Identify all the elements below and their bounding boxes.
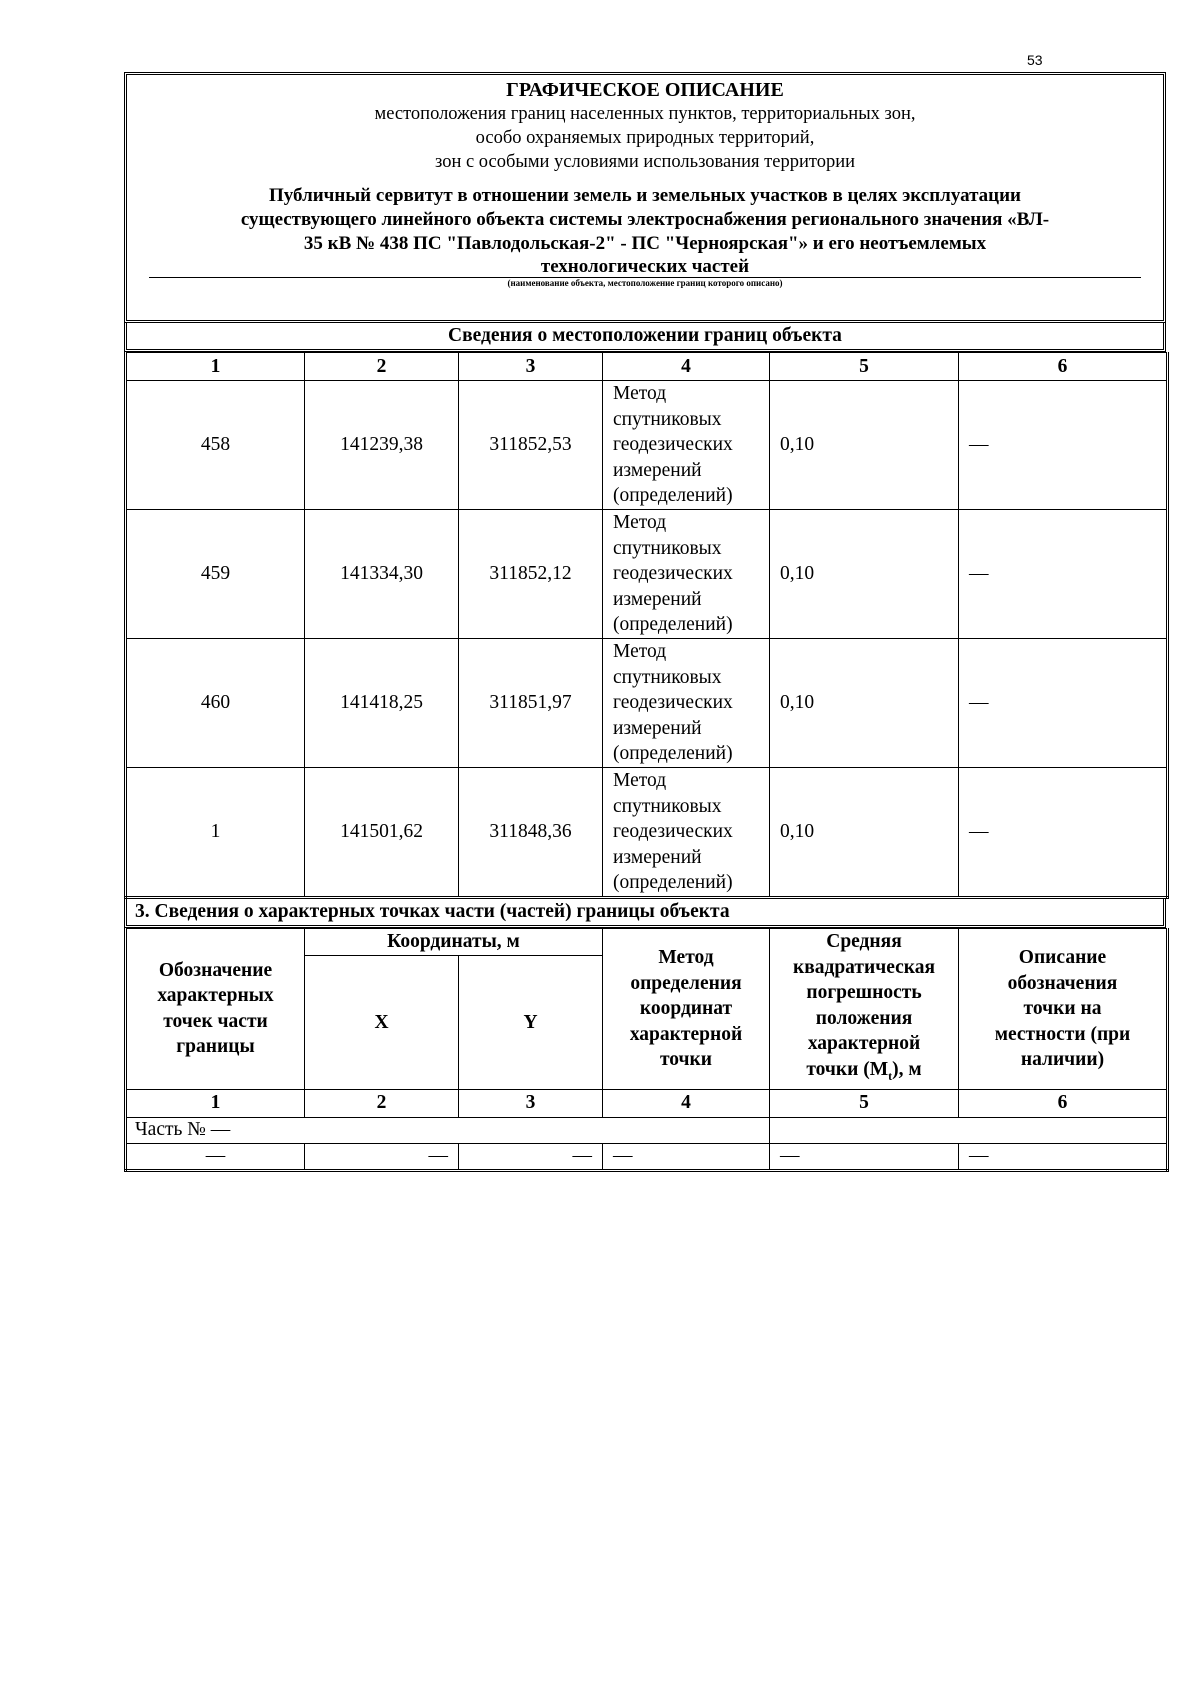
method-line: спутниковых <box>613 666 722 688</box>
parts-table <box>124 928 1169 1172</box>
method-line: спутниковых <box>613 537 722 559</box>
header-line: Метод <box>658 947 714 969</box>
table-row <box>126 639 1168 768</box>
method-line: Метод <box>613 641 667 663</box>
header-text: ), м <box>892 1058 922 1080</box>
coordinate-y: 311851,97 <box>459 639 603 768</box>
column-number: 5 <box>770 353 959 381</box>
method-cell <box>603 381 770 510</box>
document-title: ГРАФИЧЕСКОЕ ОПИСАНИЕ <box>506 79 784 101</box>
point-description: — <box>959 510 1168 639</box>
method-header <box>603 929 770 1090</box>
object-name <box>127 184 1163 277</box>
coordinate-x: 141334,30 <box>305 510 459 639</box>
error-value: 0,10 <box>770 381 959 510</box>
location-section-caption: Сведения о местоположении границ объекта <box>124 323 1166 352</box>
header-line: квадратическая <box>792 956 936 978</box>
column-numbers-row <box>126 353 1168 381</box>
object-name-line: технологических частей <box>540 256 750 277</box>
header-line: характерной <box>629 1023 743 1045</box>
document-subtitle-line: особо охраняемых природных территорий, <box>475 128 815 148</box>
parts-section-caption: 3. Сведения о характерных точках части (частей) границы объекта <box>124 899 1166 928</box>
header-line: координат <box>639 998 733 1020</box>
error-value: 0,10 <box>770 768 959 898</box>
method-line: измерений <box>613 717 702 739</box>
point-number: 459 <box>126 510 305 639</box>
header-line: границы <box>176 1036 255 1058</box>
y-header: Y <box>459 956 603 1090</box>
point-number: 460 <box>126 639 305 768</box>
header-line: местности (при <box>994 1023 1131 1045</box>
empty-value: — <box>305 1143 459 1170</box>
method-line: геодезических <box>613 692 733 714</box>
table-row <box>126 510 1168 639</box>
header-row <box>126 929 1168 956</box>
method-cell <box>603 639 770 768</box>
method-line: спутниковых <box>613 408 722 430</box>
point-description: — <box>959 639 1168 768</box>
header-line: точки <box>659 1049 713 1071</box>
table-row <box>126 768 1168 898</box>
empty-value: — <box>959 1143 1168 1170</box>
document-subtitle-line: зон с особыми условиями использования территории <box>435 152 855 172</box>
header-line <box>770 1057 958 1089</box>
column-number: 2 <box>305 1089 459 1117</box>
empty-value: — <box>770 1143 959 1170</box>
column-number: 1 <box>126 1089 305 1117</box>
header-line: точки на <box>1023 998 1102 1020</box>
column-number: 3 <box>459 353 603 381</box>
error-value: 0,10 <box>770 510 959 639</box>
header-line: обозначения <box>1007 972 1118 994</box>
empty-value: — <box>459 1143 603 1170</box>
part-row <box>126 1117 1168 1143</box>
point-number: 458 <box>126 381 305 510</box>
page-number: 53 <box>1027 52 1043 68</box>
point-description: — <box>959 381 1168 510</box>
method-line: Метод <box>613 383 667 405</box>
header-line: Обозначение <box>158 959 273 981</box>
part-empty-cell <box>770 1117 1168 1143</box>
method-line: геодезических <box>613 563 733 585</box>
column-number: 4 <box>603 1089 770 1117</box>
coordinate-x: 141501,62 <box>305 768 459 898</box>
method-line: спутниковых <box>613 795 722 817</box>
part-label: Часть № — <box>126 1117 770 1143</box>
column-number: 3 <box>459 1089 603 1117</box>
header-line: определения <box>630 972 742 994</box>
coordinate-x: 141239,38 <box>305 381 459 510</box>
header-line: характерной <box>807 1033 921 1054</box>
column-number: 4 <box>603 353 770 381</box>
description-header <box>959 929 1168 1090</box>
coordinate-y: 311852,53 <box>459 381 603 510</box>
column-number: 2 <box>305 353 459 381</box>
method-line: Метод <box>613 512 667 534</box>
column-numbers-row <box>126 1089 1168 1117</box>
header-line: положения <box>815 1007 913 1029</box>
column-number: 6 <box>959 1089 1168 1117</box>
header-line: Средняя <box>826 931 902 952</box>
coordinate-y: 311852,12 <box>459 510 603 639</box>
table-row <box>126 381 1168 510</box>
subscript: t <box>888 1068 893 1083</box>
x-header: X <box>305 956 459 1090</box>
column-number: 6 <box>959 353 1168 381</box>
empty-value: — <box>126 1143 305 1170</box>
point-number: 1 <box>126 768 305 898</box>
method-cell <box>603 510 770 639</box>
method-cell <box>603 768 770 898</box>
header-line: характерных <box>157 985 274 1007</box>
coordinates-header: Координаты, м <box>305 929 603 956</box>
error-header <box>770 929 959 1090</box>
method-line: (определений) <box>613 872 733 894</box>
header-line: погрешность <box>806 982 922 1003</box>
header-line: наличии) <box>1020 1049 1105 1071</box>
table-row <box>126 1143 1168 1170</box>
graphic-description-document <box>124 72 1166 1172</box>
column-number: 5 <box>770 1089 959 1117</box>
method-line: Метод <box>613 770 667 792</box>
object-name-line: Публичный сервитут в отношении земель и земельных участков в целях эксплуатации <box>269 185 1021 206</box>
designation-header <box>126 929 305 1090</box>
column-number: 1 <box>126 353 305 381</box>
method-line: измерений <box>613 588 702 610</box>
method-line: (определений) <box>613 485 733 507</box>
header-line: Описание <box>1018 947 1107 969</box>
coordinate-y: 311848,36 <box>459 768 603 898</box>
error-value: 0,10 <box>770 639 959 768</box>
object-name-line: 35 кВ № 438 ПС "Павлодольская-2" - ПС "Черноярская"» и его неотъемлемых <box>303 233 987 254</box>
document-subtitle-line: местоположения границ населенных пунктов, территориальных зон, <box>374 104 916 124</box>
document-header <box>124 72 1166 323</box>
point-description: — <box>959 768 1168 898</box>
method-line: (определений) <box>613 614 733 636</box>
method-line: геодезических <box>613 434 733 456</box>
location-table <box>124 352 1169 899</box>
method-line: измерений <box>613 846 702 868</box>
method-line: геодезических <box>613 821 733 843</box>
object-name-note: (наименование объекта, местоположение границ которого описано) <box>507 278 783 288</box>
method-line: (определений) <box>613 743 733 765</box>
header-text: точки (M <box>806 1058 889 1080</box>
header-line: точек части <box>163 1010 268 1032</box>
method-line: измерений <box>613 459 702 481</box>
empty-value: — <box>603 1143 770 1170</box>
coordinate-x: 141418,25 <box>305 639 459 768</box>
object-name-line: существующего линейного объекта системы электроснабжения регионального значения «ВЛ- <box>240 209 1050 230</box>
